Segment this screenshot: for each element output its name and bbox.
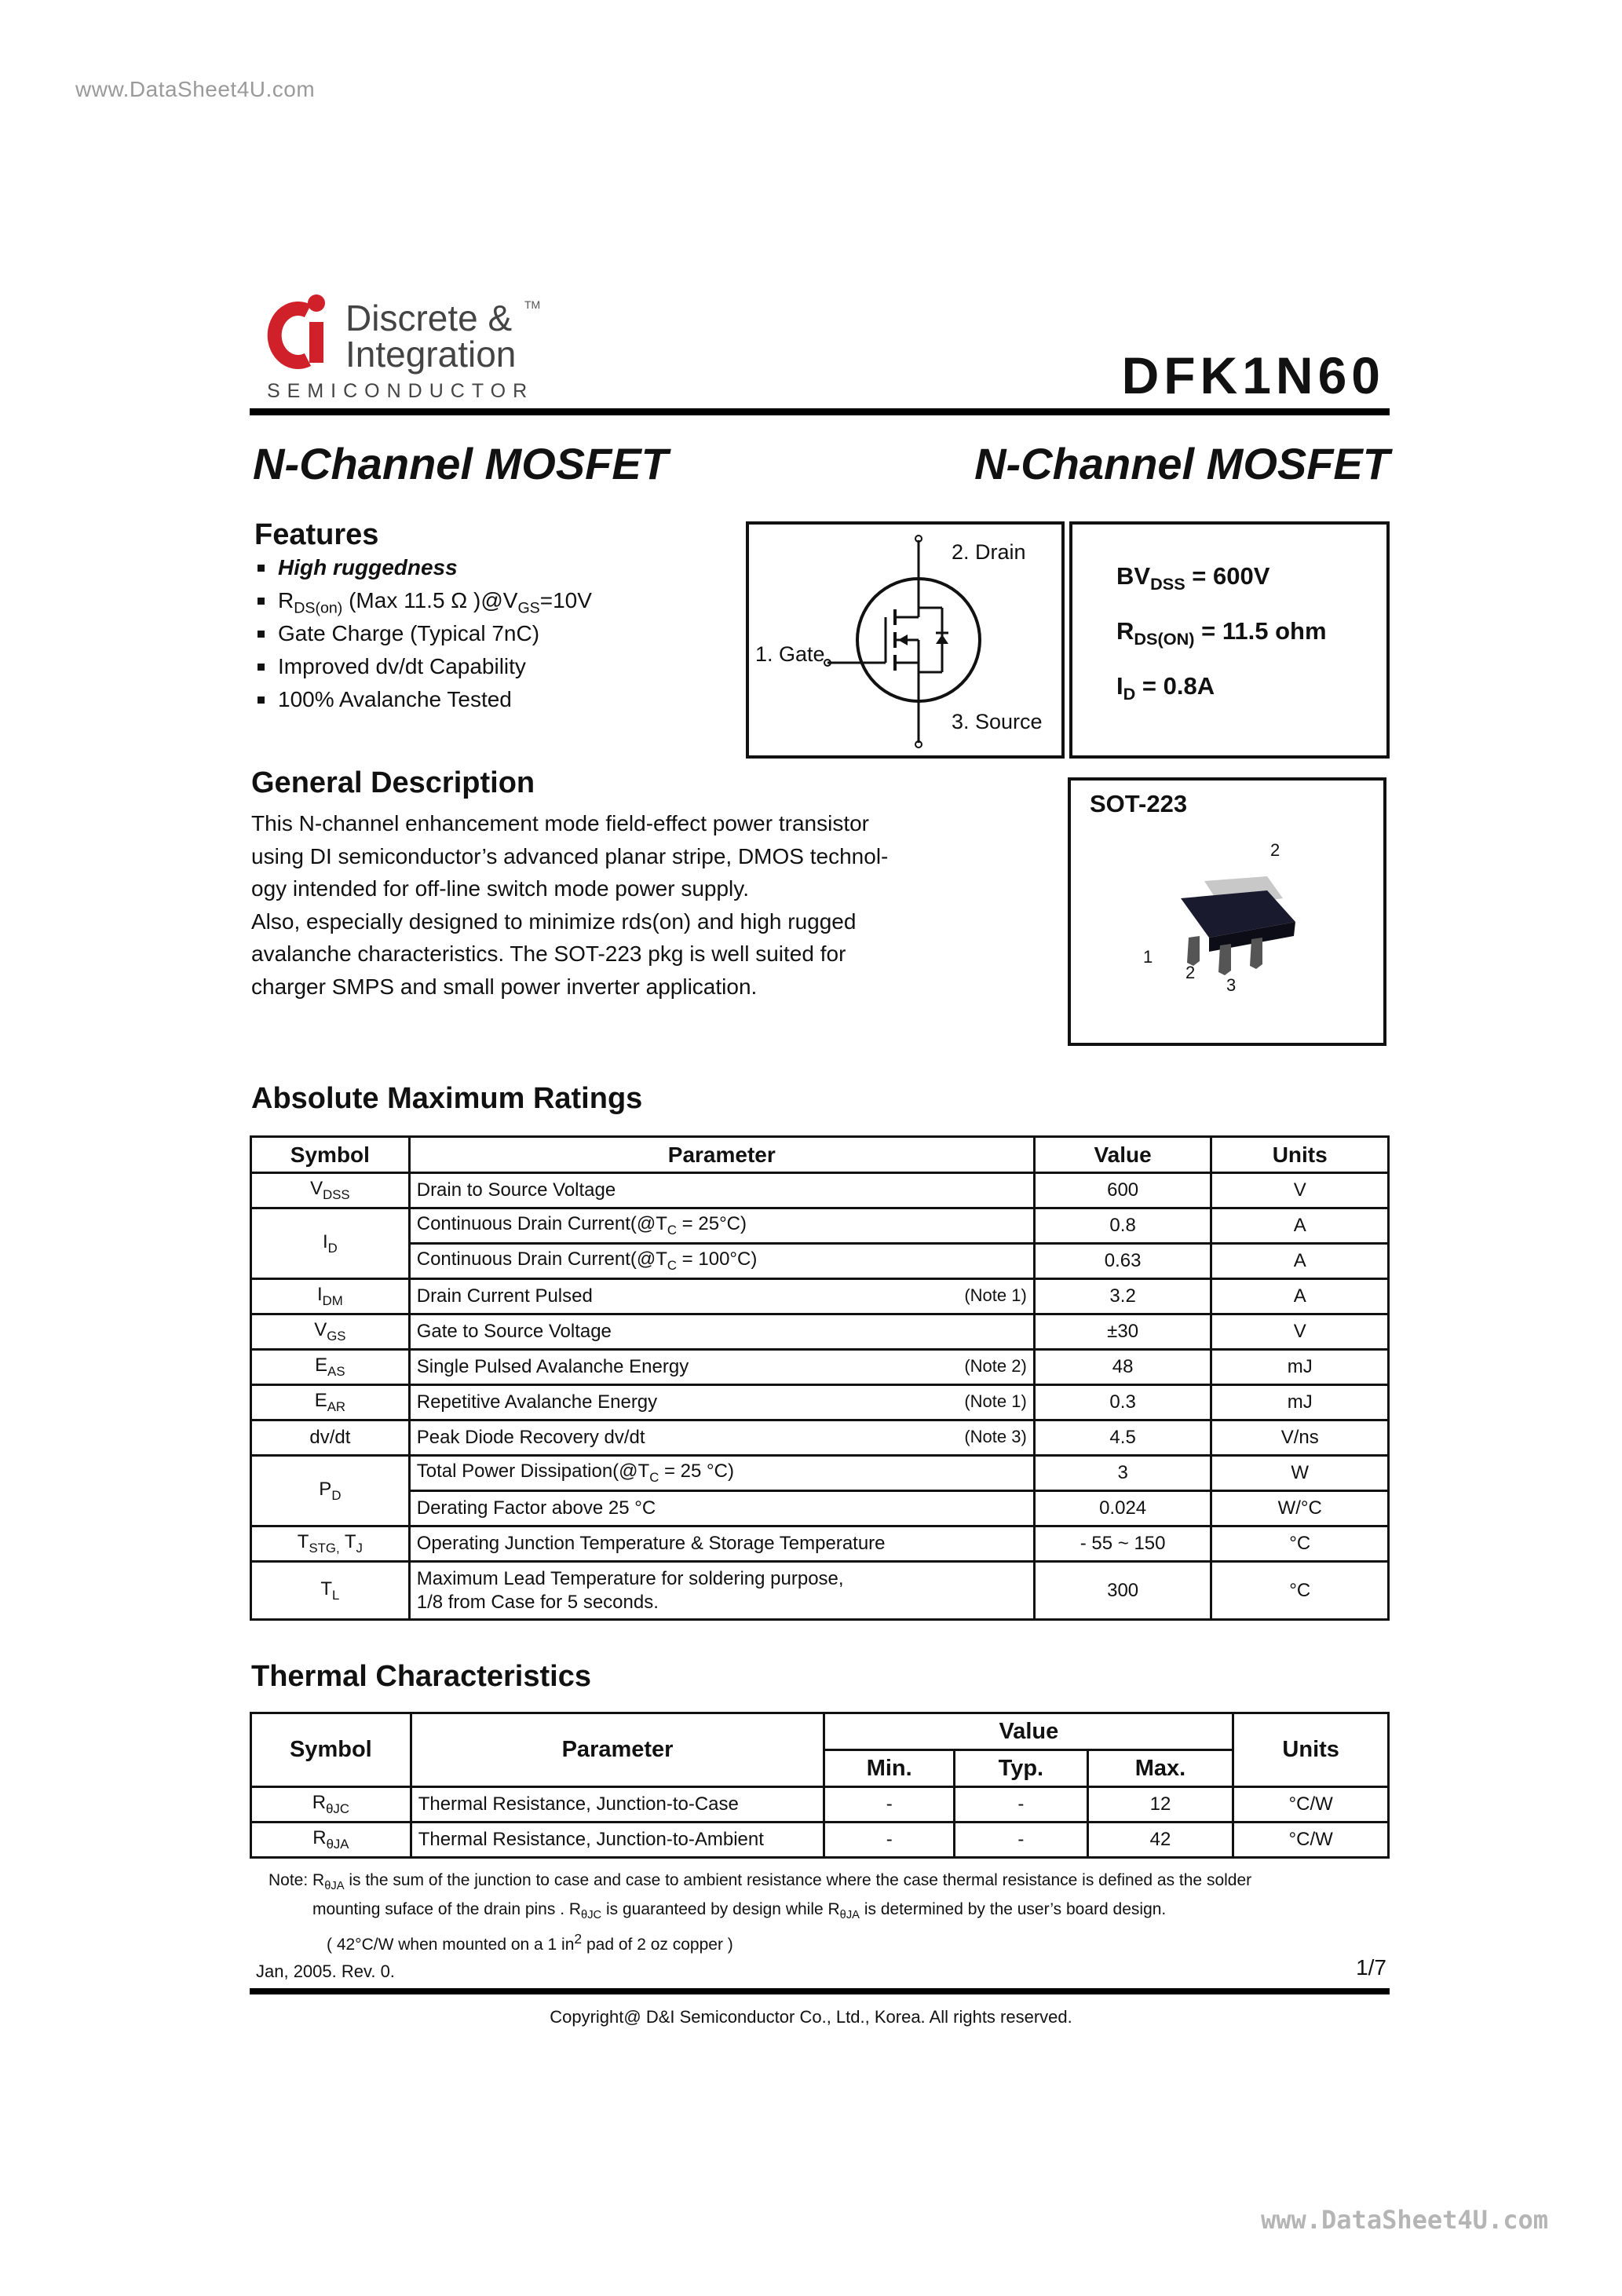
spec-bvdss: $BV_{DSS} = 600V$ bbox=[1116, 562, 1270, 594]
logo-tm: TM bbox=[524, 298, 541, 311]
parameter-cell: Drain to Source Voltage bbox=[409, 1173, 1034, 1208]
table-header-row bbox=[251, 1137, 1389, 1173]
value-cell: 300 bbox=[1034, 1562, 1211, 1620]
feature-item: Improved dv/dt Capability bbox=[251, 650, 592, 683]
feature-item: $R_{DS(on)}$ (Max 11.5 Ω )$@V_{GS}=10V$ bbox=[251, 584, 592, 617]
symbol-cell: $R_{\theta JA}$ bbox=[251, 1823, 411, 1858]
table-row bbox=[251, 1208, 1389, 1244]
max-cell: 12 bbox=[1087, 1787, 1233, 1823]
parameter-cell: Thermal Resistance, Junction-to-Ambient bbox=[411, 1823, 824, 1858]
units-cell: °C bbox=[1211, 1562, 1389, 1620]
di-logo-icon bbox=[259, 287, 345, 374]
parameter-cell: Operating Junction Temperature & Storage Temperature bbox=[409, 1526, 1034, 1562]
parameter-cell: Continuous Drain $Current(@T_C = 100^\circ C)$ bbox=[409, 1244, 1034, 1279]
units-cell: °C bbox=[1211, 1526, 1389, 1562]
units-cell: V bbox=[1211, 1173, 1389, 1208]
value-cell: 48 bbox=[1034, 1350, 1211, 1385]
features-heading: Features bbox=[254, 518, 379, 551]
general-description-heading: General Description bbox=[251, 766, 535, 799]
min-cell: - bbox=[824, 1823, 955, 1858]
parameter-cell: Single Pulsed Avalanche Energy (Note 2) bbox=[409, 1350, 1034, 1385]
value-cell: 600 bbox=[1034, 1173, 1211, 1208]
col-units: Units bbox=[1233, 1713, 1389, 1787]
spec-id: $I_D = 0.8A$ bbox=[1116, 672, 1215, 704]
max-cell: 42 bbox=[1087, 1823, 1233, 1858]
title-left: N-Channel MOSFET bbox=[253, 439, 668, 488]
pin-label-1: 1 bbox=[1143, 947, 1153, 967]
spec-rdson: $R_{DS(ON)} = 11.5$ ohm bbox=[1116, 617, 1327, 649]
table-row bbox=[251, 1562, 1389, 1620]
units-cell: V bbox=[1211, 1314, 1389, 1350]
units-cell: °C/W bbox=[1233, 1787, 1389, 1823]
watermark-bottom: www.DataSheet4U.com bbox=[1260, 2205, 1548, 2235]
symbol-cell: $I_D$ bbox=[251, 1208, 410, 1279]
symbol-cell: $R_{\theta JC}$ bbox=[251, 1787, 411, 1823]
table-header-row bbox=[251, 1713, 1389, 1750]
table-row bbox=[251, 1787, 1389, 1823]
page-number: 1/7 bbox=[1356, 1955, 1386, 1980]
symbol-cell: $P_D$ bbox=[251, 1456, 410, 1526]
feature-item: 100% Avalanche Tested bbox=[251, 683, 592, 716]
symbol-cell: dv/dt bbox=[251, 1420, 410, 1456]
col-min: Min. bbox=[824, 1750, 955, 1787]
value-cell: 0.63 bbox=[1034, 1244, 1211, 1279]
table-row bbox=[251, 1385, 1389, 1420]
parameter-cell: Peak Diode Recovery dv/dt (Note 3) bbox=[409, 1420, 1034, 1456]
col-parameter: Parameter bbox=[409, 1137, 1034, 1173]
table-row bbox=[251, 1491, 1389, 1526]
units-cell: mJ bbox=[1211, 1350, 1389, 1385]
parameter-cell: Total Power $Dissipation(@T_C = 25$ °C) bbox=[409, 1456, 1034, 1491]
value-cell: - 55 ~ 150 bbox=[1034, 1526, 1211, 1562]
absolute-max-ratings-table bbox=[250, 1135, 1390, 1621]
source-label: 3. Source bbox=[952, 710, 1043, 733]
col-value: Value bbox=[824, 1713, 1233, 1750]
table-row bbox=[251, 1314, 1389, 1350]
revision-date: Jan, 2005. Rev. 0. bbox=[256, 1961, 395, 1981]
title-right: N-Channel MOSFET bbox=[974, 439, 1390, 488]
parameter-cell: Gate to Source Voltage bbox=[409, 1314, 1034, 1350]
col-parameter: Parameter bbox=[411, 1713, 824, 1787]
units-cell: A bbox=[1211, 1208, 1389, 1244]
parameter-cell: Derating Factor above 25 °C bbox=[409, 1491, 1034, 1526]
parameter-cell: Repetitive Avalanche Energy (Note 1) bbox=[409, 1385, 1034, 1420]
watermark-top: www.DataSheet4U.com bbox=[75, 77, 316, 101]
typ-cell: - bbox=[955, 1787, 1088, 1823]
value-cell: 4.5 bbox=[1034, 1420, 1211, 1456]
features-list bbox=[251, 551, 592, 716]
col-symbol: Symbol bbox=[251, 1713, 411, 1787]
value-cell: 0.024 bbox=[1034, 1491, 1211, 1526]
table-row bbox=[251, 1279, 1389, 1314]
table-row bbox=[251, 1420, 1389, 1456]
pin-label-3: 3 bbox=[1226, 975, 1237, 995]
parameter-cell: Drain Current Pulsed (Note 1) bbox=[409, 1279, 1034, 1314]
min-cell: - bbox=[824, 1787, 955, 1823]
value-cell: 0.3 bbox=[1034, 1385, 1211, 1420]
feature-item: High ruggedness bbox=[251, 551, 592, 584]
amr-heading: Absolute Maximum Ratings bbox=[251, 1082, 643, 1115]
value-cell: 3.2 bbox=[1034, 1279, 1211, 1314]
table-row bbox=[251, 1823, 1389, 1858]
units-cell: W/°C bbox=[1211, 1491, 1389, 1526]
table-row bbox=[251, 1456, 1389, 1491]
package-name: SOT-223 bbox=[1090, 790, 1188, 817]
feature-item: Gate Charge (Typical 7nC) bbox=[251, 617, 592, 650]
value-cell: 3 bbox=[1034, 1456, 1211, 1491]
pin-label-top: 2 bbox=[1270, 840, 1280, 860]
part-number: DFK1N60 bbox=[1121, 346, 1385, 404]
units-cell: W bbox=[1211, 1456, 1389, 1491]
col-units: Units bbox=[1211, 1137, 1389, 1173]
parameter-cell: Thermal Resistance, Junction-to-Case bbox=[411, 1787, 824, 1823]
symbol-cell: $V_{GS}$ bbox=[251, 1314, 410, 1350]
mosfet-symbol-box bbox=[746, 521, 1065, 759]
pin-label-2: 2 bbox=[1185, 963, 1196, 982]
symbol-cell: $I_{DM}$ bbox=[251, 1279, 410, 1314]
package-box bbox=[1068, 777, 1386, 1046]
logo-line2: Integration bbox=[345, 334, 517, 375]
units-cell: A bbox=[1211, 1244, 1389, 1279]
typ-cell: - bbox=[955, 1823, 1088, 1858]
general-description-text: This N-channel enhancement mode field-effect power transistor using DI semiconductor’s advanced planar stripe, DMOS technol- ogy intended for off-line switch mode power supply. Also, especially designed to minimize rds(on) and high rugged avalanche characteristics. The SOT-223 pkg is well suited for charger SMPS and small power inverter application. bbox=[251, 811, 889, 999]
table-row bbox=[251, 1350, 1389, 1385]
units-cell: V/ns bbox=[1211, 1420, 1389, 1456]
col-symbol: Symbol bbox=[251, 1137, 410, 1173]
units-cell: °C/W bbox=[1233, 1823, 1389, 1858]
drain-label: 2. Drain bbox=[952, 540, 1026, 564]
parameter-cell: Maximum Lead Temperature for soldering purpose, 1/8 from Case for 5 seconds. bbox=[409, 1562, 1034, 1620]
units-cell: mJ bbox=[1211, 1385, 1389, 1420]
thermal-characteristics-table bbox=[250, 1712, 1390, 1859]
gate-label: 1. Gate bbox=[755, 642, 825, 666]
value-cell: ±30 bbox=[1034, 1314, 1211, 1350]
bottom-rule bbox=[250, 1988, 1390, 1994]
parameter-cell: Continuous Drain $Current(@T_C = 25^\circ C)$ bbox=[409, 1208, 1034, 1244]
top-rule bbox=[250, 408, 1390, 415]
value-cell: 0.8 bbox=[1034, 1208, 1211, 1244]
thermal-footnote: Note: $R_{\theta JA}$ is the sum of the junction to case and case to ambient resistance where the case thermal resistance is defined as the solder mounting suface of the drain pins . $R_{\theta JC}$ is guaranteed by design while $R_{\theta JA}$ is determined by the user’s board design. ( 42°C/W when mounted on a 1 $in^2$ pad of 2 oz copper ) bbox=[269, 1871, 1252, 1954]
table-row bbox=[251, 1526, 1389, 1562]
col-typ: Typ. bbox=[955, 1750, 1088, 1787]
col-max: Max. bbox=[1087, 1750, 1233, 1787]
symbol-cell: $T_L$ bbox=[251, 1562, 410, 1620]
symbol-cell: $V_{DSS}$ bbox=[251, 1173, 410, 1208]
col-value: Value bbox=[1034, 1137, 1211, 1173]
table-row bbox=[251, 1173, 1389, 1208]
copyright: Copyright@ D&I Semiconductor Co., Ltd., Korea. All rights reserved. bbox=[550, 2007, 1072, 2027]
symbol-cell: $T_{STG,}$ $T_J$ bbox=[251, 1526, 410, 1562]
thermal-heading: Thermal Characteristics bbox=[251, 1660, 591, 1693]
logo-semiconductor: SEMICONDUCTOR bbox=[267, 380, 535, 402]
symbol-cell: $E_{AS}$ bbox=[251, 1350, 410, 1385]
symbol-cell: $E_{AR}$ bbox=[251, 1385, 410, 1420]
units-cell: A bbox=[1211, 1279, 1389, 1314]
logo-line1: Discrete & bbox=[345, 298, 513, 338]
table-row bbox=[251, 1244, 1389, 1279]
